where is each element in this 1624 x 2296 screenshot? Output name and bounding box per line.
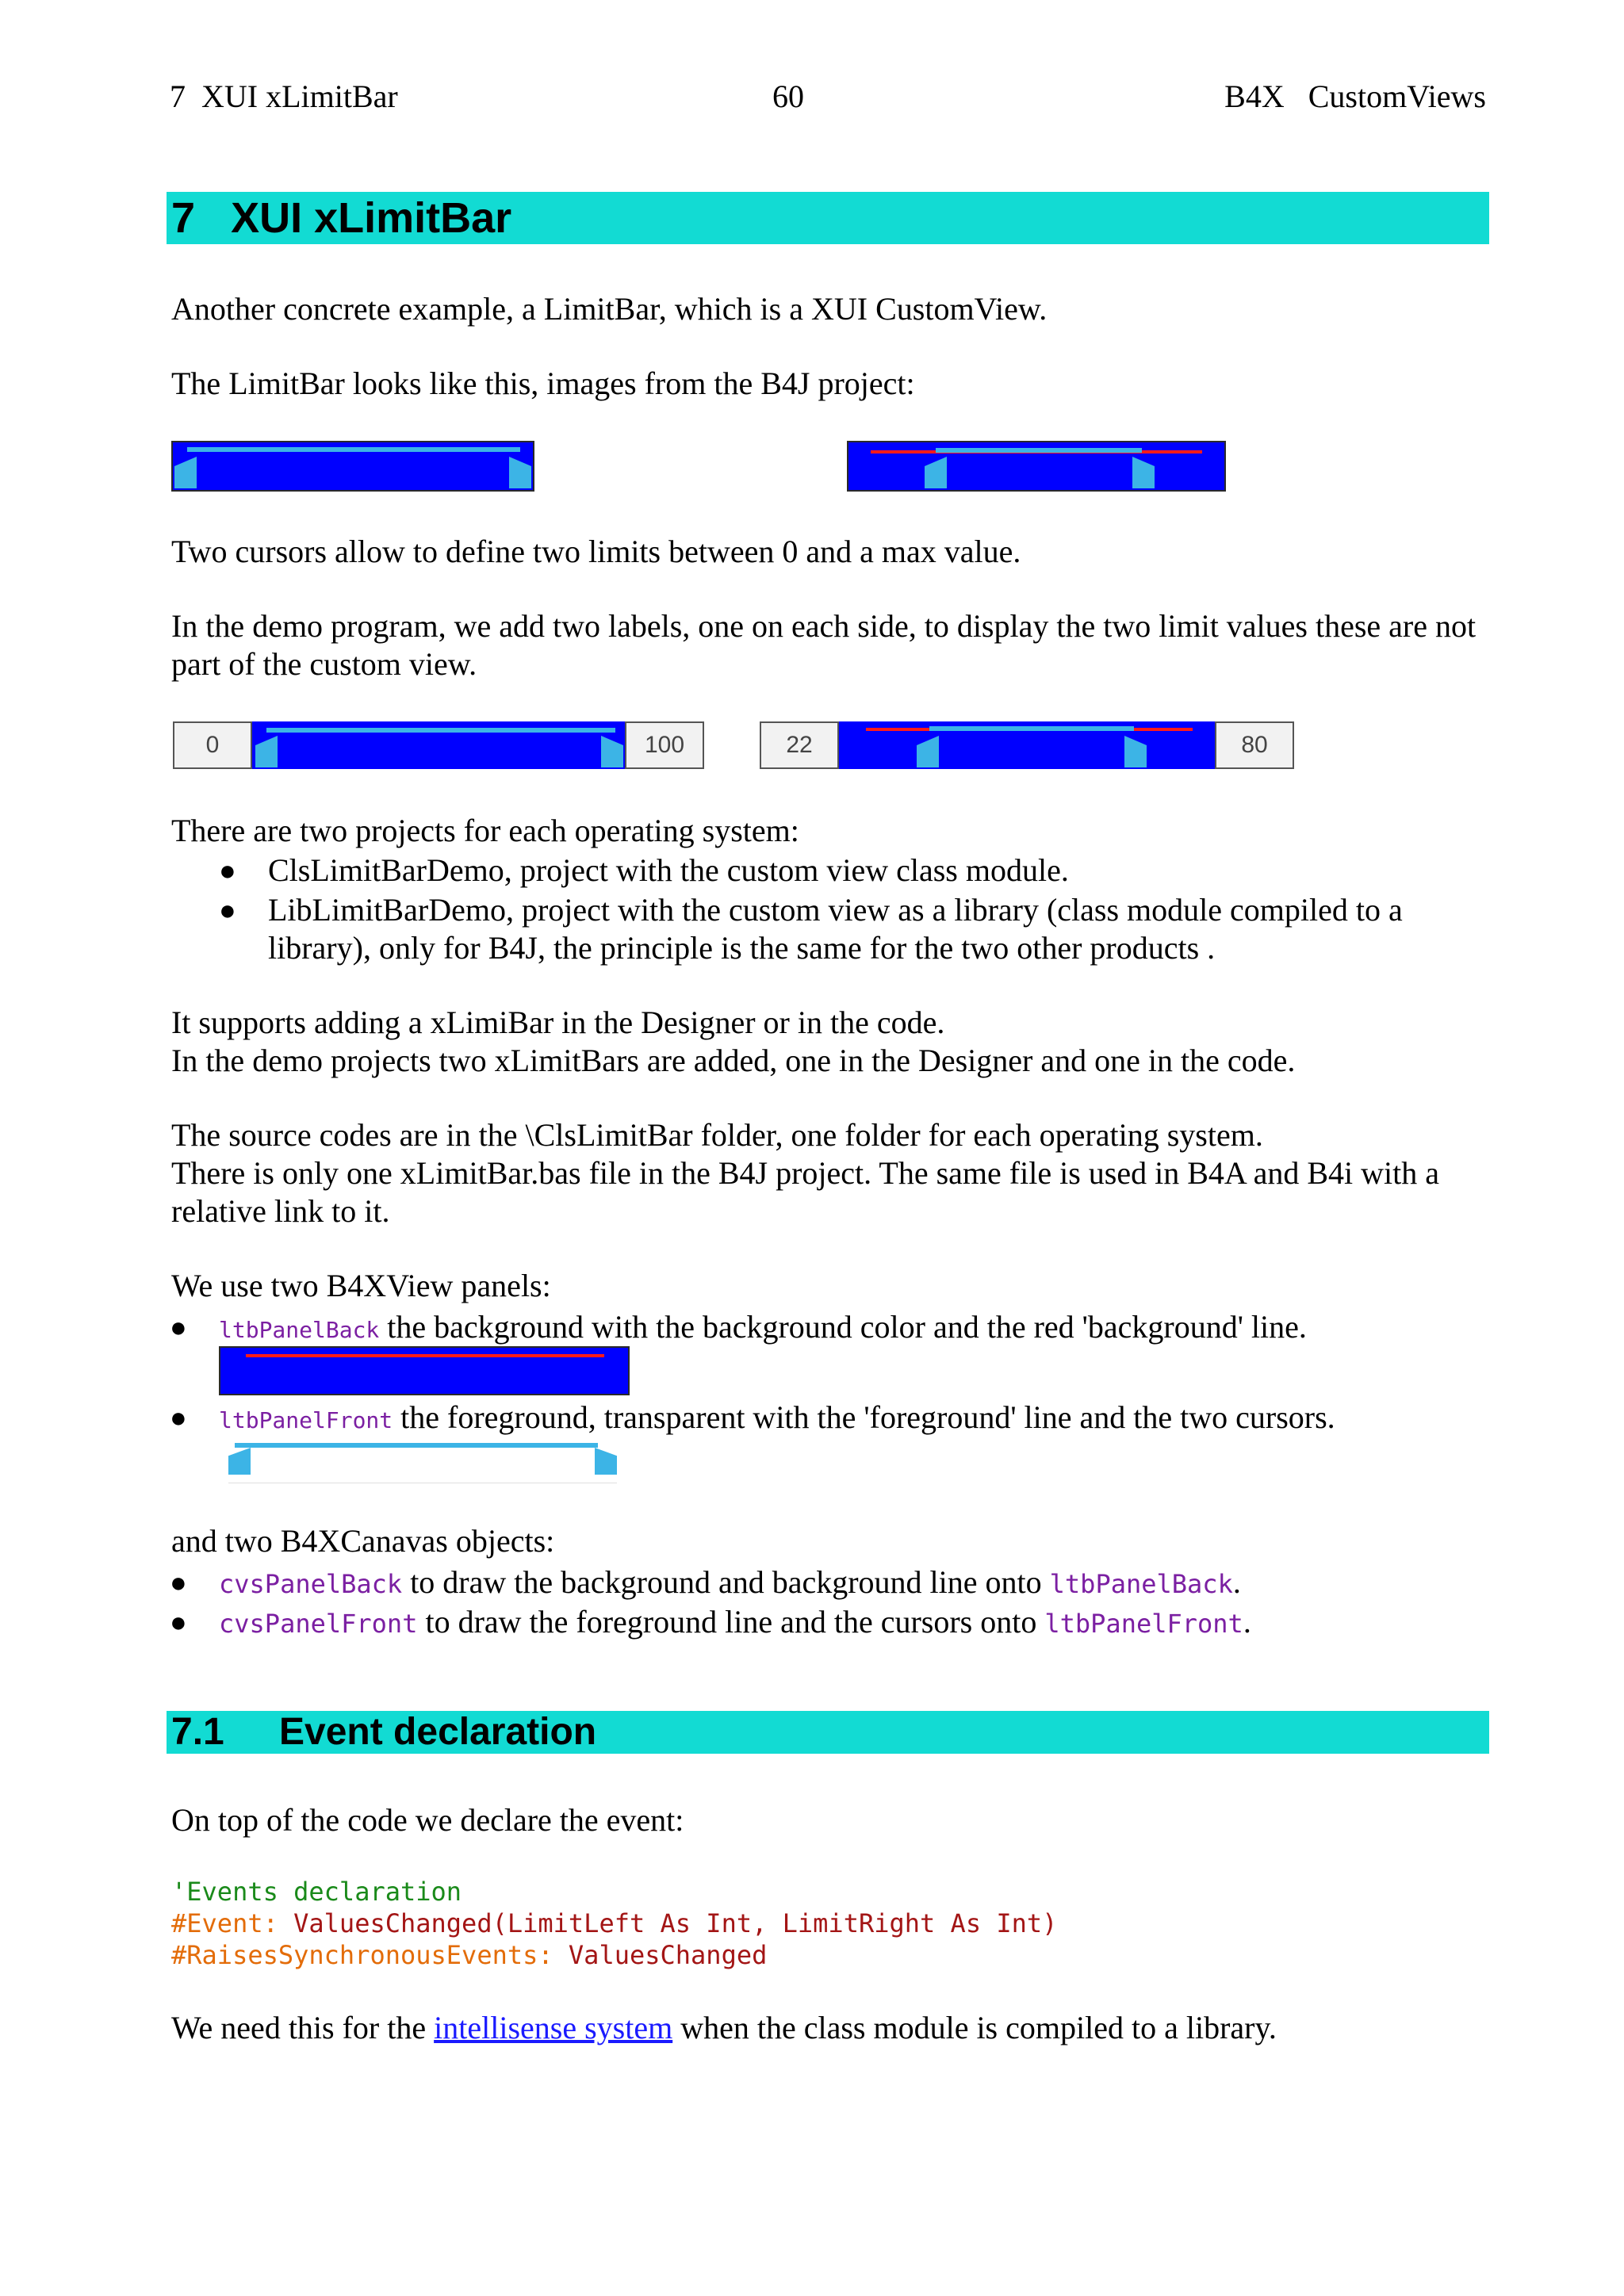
list-item-text: to draw the foreground line and the cursors onto [417, 1604, 1045, 1640]
paragraph-cursors: Two cursors allow to define two limits between 0 and a max value. [171, 534, 1021, 569]
header-book-title: B4X CustomViews [1224, 78, 1486, 114]
code-text: ValuesChanged(LimitLeft As Int, LimitRight As Int) [278, 1908, 1058, 1938]
list-item: ClsLimitBarDemo, project with the custom view class module. [268, 852, 1069, 888]
list-item-end: . [1232, 1564, 1241, 1600]
paragraph-intellisense [171, 2009, 1491, 2047]
code-directive: #Event: [171, 1908, 278, 1938]
paragraph-demo: In the demo program, we add two labels, one on each side, to display the two limit values these are not part of the custom view. [171, 608, 1477, 682]
code-line-event [171, 1908, 1057, 1939]
header-page-number: 60 [772, 78, 804, 114]
list-item [219, 1399, 1538, 1440]
paragraph-supports: It supports adding a xLimiBar in the Designer or in the code. [171, 1004, 945, 1040]
foreground-line [266, 728, 615, 733]
code-line-comment: 'Events declaration [171, 1877, 462, 1907]
code-cvsPanelBack: cvsPanelBack [219, 1569, 403, 1599]
list-item [219, 1563, 1538, 1603]
bullet-icon: ● [170, 1402, 187, 1433]
code-ltbPanelFront: ltbPanelFront [1044, 1609, 1243, 1639]
background-line [246, 1354, 604, 1357]
intellisense-link[interactable]: intellisense system [434, 2010, 673, 2045]
code-text: ValuesChanged [553, 1940, 768, 1970]
text-span: when the class module is compiled to a library. [672, 2010, 1277, 2045]
heading1-title: XUI xLimitBar [231, 194, 512, 242]
paragraph-looks: The LimitBar looks like this, images from the B4J project: [171, 365, 915, 401]
heading2-title: Event declaration [279, 1711, 597, 1753]
list-item-end: . [1243, 1604, 1251, 1640]
right-cursor-icon [595, 1448, 617, 1475]
list-item [219, 1308, 1538, 1349]
bullet-icon: ● [170, 1311, 187, 1343]
list-item [219, 1603, 1538, 1643]
right-value-label: 100 [625, 721, 704, 769]
paragraph-projects: There are two projects for each operating system: [171, 813, 799, 848]
paragraph-intro: Another concrete example, a LimitBar, which is a XUI CustomView. [171, 291, 1048, 327]
left-value-label: 22 [760, 721, 839, 769]
list-item-text: to draw the background and background line onto [402, 1564, 1050, 1600]
left-value-label: 0 [173, 721, 252, 769]
foreground-line [936, 448, 1142, 453]
bullet-icon: ● [170, 1567, 187, 1598]
heading1-number: 7 [171, 194, 196, 242]
list-item-text: the background with the background color and the red 'background' line. [379, 1309, 1307, 1345]
text-span: We need this for the [171, 2010, 435, 2045]
code-directive: #RaisesSynchronousEvents: [171, 1940, 553, 1970]
code-ltbPanelBack: ltbPanelBack [1049, 1569, 1233, 1599]
header-chapter: 7 XUI xLimitBar [170, 78, 398, 114]
foreground-line [929, 726, 1134, 731]
code-line-raises [171, 1939, 767, 1971]
foreground-line [235, 1443, 598, 1448]
bullet-icon: ● [219, 855, 236, 886]
paragraph-top-of-code: On top of the code we declare the event: [171, 1802, 684, 1838]
paragraph-demo-projects: In the demo projects two xLimitBars are added, one in the Designer and one in the code. [171, 1043, 1296, 1078]
list-item: LibLimitBarDemo, project with the custom view as a library (class module compiled to a library), only for B4J, the principle is the same for the two other products . [268, 892, 1403, 966]
paragraph-source: The source codes are in the \ClsLimitBar folder, one folder for each operating system. [171, 1117, 1263, 1153]
paragraph-panels: We use two B4XView panels: [171, 1268, 551, 1303]
bullet-icon: ● [219, 894, 236, 926]
list-item-text: the foreground, transparent with the 'foreground' line and the two cursors. [393, 1399, 1335, 1435]
code-cvsPanelFront: cvsPanelFront [219, 1609, 418, 1639]
foreground-line [187, 447, 520, 452]
code-ltbPanelBack: ltbPanelBack [219, 1317, 380, 1343]
paragraph-canvas: and two B4XCanavas objects: [171, 1523, 555, 1559]
paragraph-bas-file: There is only one xLimitBar.bas file in the B4J project. The same file is used in B4A and B4i with a relative link to it. [171, 1155, 1439, 1229]
left-cursor-icon [228, 1448, 251, 1475]
right-value-label: 80 [1215, 721, 1294, 769]
code-ltbPanelFront: ltbPanelFront [219, 1407, 393, 1433]
bullet-icon: ● [170, 1606, 187, 1638]
heading2-number: 7.1 [171, 1711, 224, 1753]
heading1 [171, 193, 511, 243]
